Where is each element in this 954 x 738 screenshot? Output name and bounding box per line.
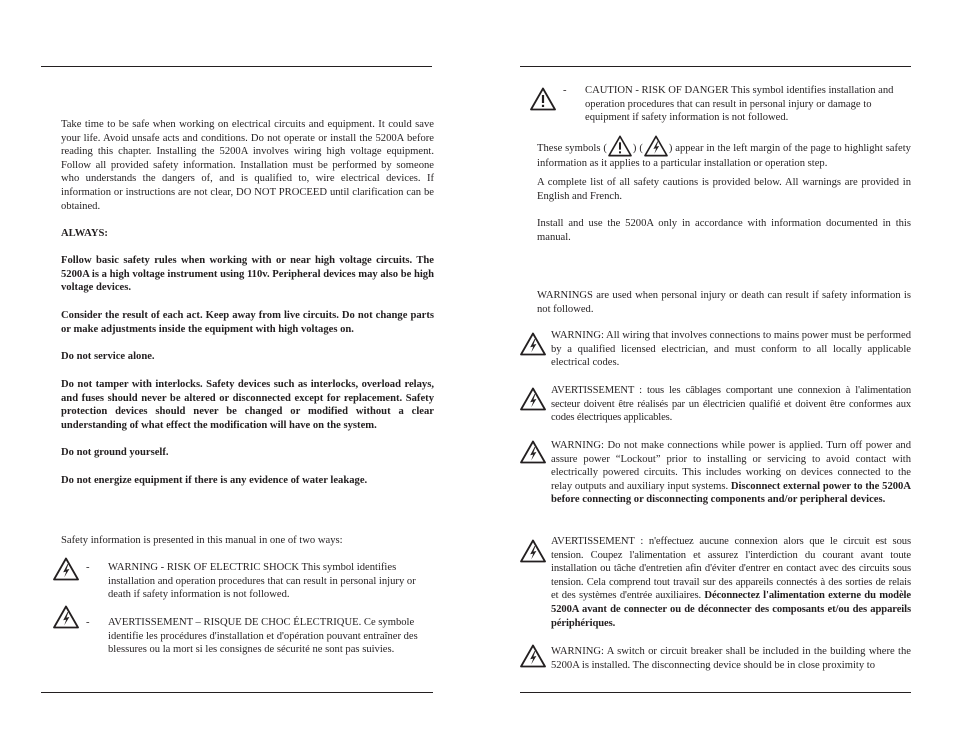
safety-rule-interlocks: Do not tamper with interlocks. Safety devices such as interlocks, overload relays, and fuses should never be altered or disconnected except for replacement. Safety protection devices should never be changed or modified without a clear understanding of what effect the modification will have on the system. bbox=[61, 379, 434, 431]
electric-shock-warning-icon bbox=[643, 135, 669, 157]
warnings-used-paragraph: WARNINGS are used when personal injury or death can result if safety information is not followed. bbox=[537, 290, 911, 315]
electric-shock-warning-icon bbox=[53, 557, 79, 581]
symbols-text-b: ) ( bbox=[632, 143, 643, 154]
caution-symbol-description: CAUTION - RISK OF DANGER This symbol identifies installation and operation procedures that can result in personal injury or damage to equipment if safety information is not followed. bbox=[585, 85, 894, 124]
caution-exclamation-icon bbox=[607, 135, 633, 157]
electric-shock-warning-icon bbox=[520, 332, 546, 356]
warning-no-power-text: WARNING: Do not make connections while power is applied. Turn off power and assure power “Lockout” prior to installing or servicing to avoid contact with electrically powered circuits. This includes working on devices connected to the relay outputs and auxiliary input systems. bbox=[551, 440, 911, 492]
electric-shock-warning-icon bbox=[520, 644, 546, 668]
symbols-text-c: ) appear in the left margin of the page to highlight safety information as it applies to a particular installation or operation step. bbox=[537, 143, 911, 169]
list-dash: - bbox=[563, 85, 567, 96]
warning-no-power-connections-en bbox=[551, 439, 911, 507]
list-dash: - bbox=[86, 617, 90, 628]
shock-symbol-description-en: WARNING - RISK OF ELECTRIC SHOCK This symbol identifies installation and operation procedures that can result in personal injury or death if safety information is not followed. bbox=[108, 562, 416, 601]
warning-circuit-breaker-en: WARNING: A switch or circuit breaker shall be included in the building where the 5200A is installed. The disconnecting device should be in close proximity to bbox=[551, 646, 911, 671]
warning-no-power-connections-fr bbox=[551, 535, 911, 630]
symbols-paragraph bbox=[537, 135, 911, 171]
right-top-rule bbox=[520, 66, 911, 67]
electric-shock-warning-icon bbox=[53, 605, 79, 629]
warning-mains-wiring-fr: AVERTISSEMENT : tous les câblages comportant une connexion à l'alimentation secteur doivent être réalisés par un électricien qualifié et doivent être conformes aux codes électriques applicables. bbox=[551, 385, 911, 424]
electric-shock-warning-icon bbox=[520, 387, 546, 411]
warning-mains-wiring-en: WARNING: All wiring that involves connections to mains power must be performed by a qualified licensed electrician, and must conform to all locally applicable electrical codes. bbox=[551, 330, 911, 369]
complete-list-paragraph: A complete list of all safety cautions is provided below. All warnings are provided in English and French. bbox=[537, 177, 911, 202]
presented-paragraph: Safety information is presented in this manual in one of two ways: bbox=[61, 535, 343, 546]
warning-no-power-bold: Disconnect external power to the 5200A before connecting or disconnecting components and/or peripheral devices. bbox=[551, 480, 911, 506]
safety-rule-consider: Consider the result of each act. Keep away from live circuits. Do not change parts or make adjustments inside the equipment with high voltages on. bbox=[61, 310, 434, 335]
caution-exclamation-icon bbox=[530, 87, 556, 111]
safety-rule-water: Do not energize equipment if there is any evidence of water leakage. bbox=[61, 475, 368, 486]
left-bottom-rule bbox=[41, 692, 433, 693]
electric-shock-warning-icon bbox=[520, 539, 546, 563]
safety-rule-basic: Follow basic safety rules when working with or near high voltage circuits. The 5200A is a high voltage instrument using 110v. Peripheral devices may also be high voltage devices. bbox=[61, 255, 434, 294]
right-bottom-rule bbox=[520, 692, 911, 693]
electric-shock-warning-icon bbox=[520, 440, 546, 464]
left-top-rule bbox=[41, 66, 432, 67]
warning-no-power-fr-text: AVERTISSEMENT : n'effectuez aucune connexion alors que le circuit est sous tension. Coupez l'alimentation et assurez l'interdiction du courant avant toute installation ou tâche d'entretien afin d'éviter d'entrer en contact avec des circuits sous tension. Cela comprend tout travail sur des appareils connectés à des sorties de relais et des systèmes d'entrée auxiliaires. bbox=[551, 536, 911, 602]
symbols-text-a: These symbols ( bbox=[537, 143, 607, 154]
warning-no-power-fr-bold: Déconnectez l'alimentation externe du modèle 5200A avant de connecter ou de déconnecter des composants et/ou des appareils périphériques. bbox=[551, 590, 911, 629]
shock-symbol-description-fr: AVERTISSEMENT – RISQUE DE CHOC ÉLECTRIQUE. Ce symbole identifie les procédures d'installation et d'opération pouvant entraîner des blessures ou la mort si les consignes de sécurité ne sont pas suivies. bbox=[108, 617, 418, 656]
safety-rule-ground: Do not ground yourself. bbox=[61, 447, 169, 458]
list-dash: - bbox=[86, 562, 90, 573]
safety-rule-service-alone: Do not service alone. bbox=[61, 351, 155, 362]
always-heading: ALWAYS: bbox=[61, 228, 108, 239]
install-use-paragraph: Install and use the 5200A only in accordance with information documented in this manual. bbox=[537, 218, 911, 243]
intro-paragraph: Take time to be safe when working on electrical circuits and equipment. It could save your life. Avoid unsafe acts and conditions. Do not operate or install the 5200A before reading this chapter. Installing the 5200A involves wiring high voltage equipment. Follow all provided safety information. Installation must be performed by someone who understands the dangers of, and is qualified to, wire electrical devices. If information or instructions are not clear, DO NOT PROCEED until clarification can be obtained. bbox=[61, 119, 434, 212]
